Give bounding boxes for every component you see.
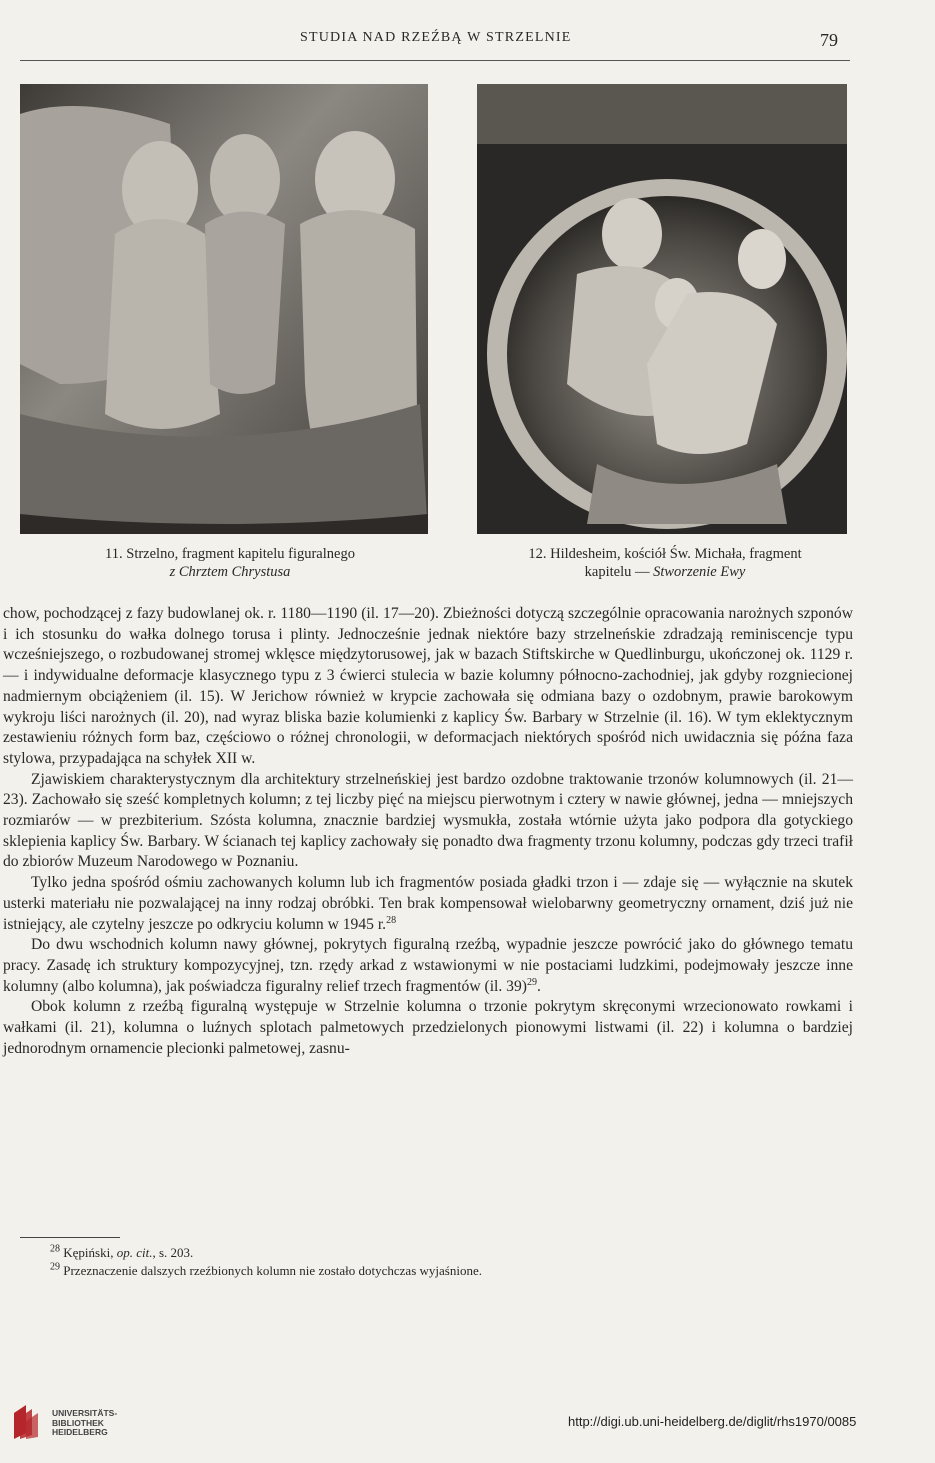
logo-line1: UNIVERSITÄTS- (52, 1408, 118, 1418)
footnote-number: 28 (50, 1243, 60, 1255)
figure-12-number: 12. (528, 546, 547, 562)
running-title: STUDIA NAD RZEŹBĄ W STRZELNIE (300, 30, 572, 45)
footnote-rest: , s. 203. (152, 1245, 194, 1260)
paragraph-text-end: . (536, 977, 541, 995)
logo-line3: HEIDELBERG (52, 1427, 108, 1437)
figure-12-caption-prefix: kapitelu — (584, 564, 654, 580)
figure-12-caption-title: Stworzenie Ewy (653, 564, 746, 580)
figure-12-caption-line1: Hildesheim, kościół Św. Michała, fragment (550, 546, 802, 562)
footnote-28 (50, 1244, 850, 1262)
footnote-ref-29[interactable]: 29 (526, 976, 537, 988)
figure-12-caption (470, 545, 860, 581)
paragraph (3, 873, 853, 935)
figure-11-caption-line2: z Chrztem Chrystusa (169, 564, 291, 580)
library-name (52, 1409, 117, 1438)
figure-12-photo (477, 84, 847, 534)
footnote-rule (20, 1237, 120, 1238)
footnote-author: Kępiński, (63, 1245, 117, 1260)
body-text (3, 604, 853, 1059)
paragraph-text: Obok kolumn z rzeźbą figuralną występuje w Strzelnie kolumna o trzonie pokrytym skręconymi wrzecionowato rowkami i wałkami (il. 21), kolumna o luźnych splotach palmetowych przedzielonych pionowymi listwami (il. 22) i kolumna o bardziej jednorodnym ornamencie plecionki palmetowej, zasnu- (3, 998, 853, 1057)
footnote-number: 29 (50, 1261, 60, 1273)
header-rule (20, 60, 850, 61)
library-logo[interactable] (10, 1403, 150, 1443)
figure-11-number: 11. (105, 546, 123, 562)
footnotes (50, 1244, 850, 1280)
paragraph-text: Do dwu wschodnich kolumn nawy głównej, pokrytych figuralną rzeźbą, wypadnie jeszcze powrócić jako do głównego tematu pracy. Zasadę ich struktury kompozycyjnej, tzn. rzędy arkad z wstawionymi w nie postaciami ludzkimi, podejmowały jeszcze inne kolumny (albo kolumna), jak poświadcza figuralny relief trzech fragmentów (il. 39) (3, 936, 853, 995)
paragraph (3, 935, 853, 997)
logo-line2: BIBLIOTHEK (52, 1417, 104, 1428)
paragraph-text: Tylko jedna spośród ośmiu zachowanych kolumn lub ich fragmentów posiada gładki trzon i — zdaje się — wyłącznie na skutek usterki materiału nie pozwalającej na inny rodzaj obróbki. Ten brak kompensował wielobarwny geometryczny ornament, dziś już nie istniejący, ale czytelny jeszcze po odkryciu kolumn w 1945 r. (3, 874, 853, 933)
footnote-29 (50, 1262, 850, 1280)
paragraph-text: chow, pochodzącej z fazy budowlanej ok. r. 1180—1190 (il. 17—20). Zbieżności dotyczą szczególnie opracowania narożnych szponów i ich stosunku do wałka dolnego torusa i plinty. Jednocześnie jednak niektóre bazy strzelneńskie zdradzają reminiscencje typu wcześniejszego, o rozbudowanej stromej wklęsce międzytorusowej, jak w bazach Stiftskirche w Quedlinburgu, ukończonej ok. 1129 r. — i indywidualne deformacje klasycznego typu z 3 ćwierci stulecia w bazie kolumny północno-zachodniej, jak gdyby rozgniecionej nadmiernym obciążeniem (il. 15). W Jerichow również w krypcie zachowała się odmiana bazy o ozdobnym, prawie barokowym wykroju liści narożnych (il. 20), nad wyraz bliska bazie kolumienki z kaplicy Św. Barbary w Strzelnie (il. 16). W tym eklektycznym zestawieniu różnych form baz, częściowo o różnej chronologii, w deformacjach niektórych spośród nich uwidacznia się późna faza stylowa, przypadająca na schyłek XII w. (3, 605, 853, 767)
paragraph (3, 997, 853, 1059)
page-number: 79 (820, 30, 838, 50)
library-emblem-icon (10, 1403, 44, 1441)
figure-11-photo (20, 84, 428, 534)
footnote-text: Przeznaczenie dalszych rzeźbionych kolumn nie zostało dotychczas wyjaśnione. (63, 1263, 482, 1278)
paragraph (3, 604, 853, 770)
paragraph-text: Zjawiskiem charakterystycznym dla architektury strzelneńskiej jest bardzo ozdobne traktowanie trzonów kolumnowych (il. 21—23). Zachowało się sześć kompletnych kolumn; z tej liczby pięć na miejscu pierwotnym i cztery w nawie głównej, jedna — mniejszych rozmiarów — w prezbiterium. Szósta kolumna, znacznie bardziej wysmukła, została wtórnie użyta jako podpora dla gotyckiego sklepienia kaplicy Św. Barbary. W ścianach tej kaplicy zachowały się ponadto dwa fragmenty trzonu kolumny, podczas gdy trzeci trafił do zbiorów Muzeum Narodowego w Poznaniu. (3, 770, 853, 871)
figure-11-caption (40, 545, 420, 581)
footnote-op-cit: op. cit. (116, 1245, 153, 1260)
source-url-link[interactable]: http://digi.ub.uni-heidelberg.de/diglit/rhs1970/0085 (568, 1414, 857, 1429)
paragraph (3, 770, 853, 874)
footnote-ref-28[interactable]: 28 (386, 914, 397, 926)
figure-11-caption-line1: Strzelno, fragment kapitelu figuralnego (126, 546, 355, 562)
